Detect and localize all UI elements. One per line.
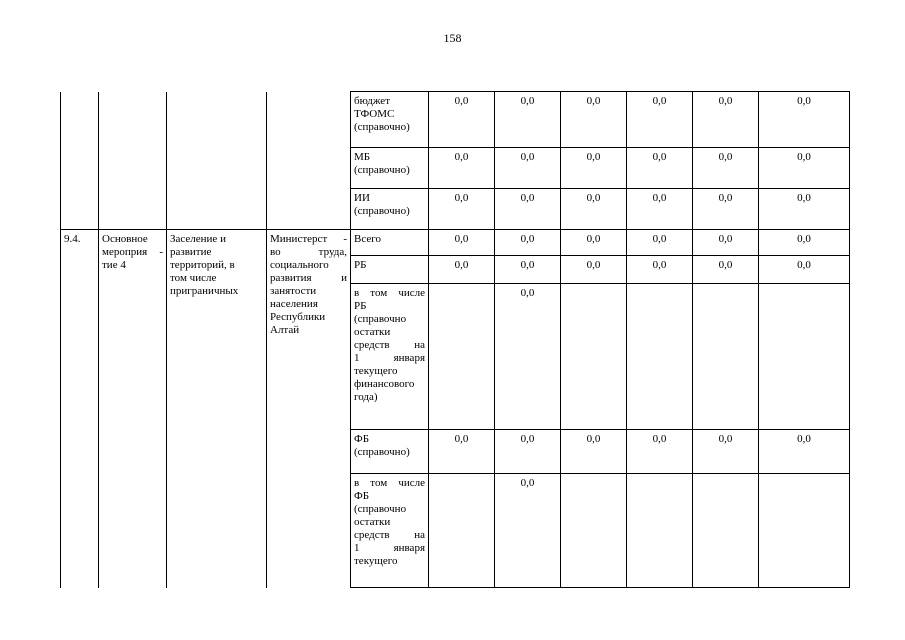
value-cell: 0,0 (429, 230, 495, 256)
funding-source-line: остатки (354, 516, 391, 528)
activity-name-line: развитие (170, 246, 212, 258)
activity-name-line: том числе (170, 272, 217, 284)
empty-cell (61, 148, 99, 189)
executor-line: занятости (270, 285, 317, 297)
funding-source-line: года) (354, 391, 378, 403)
empty-cell (267, 189, 351, 230)
value-cell: 0,0 (561, 92, 627, 148)
executor-line: Алтай (270, 324, 300, 336)
value-cell (693, 284, 759, 430)
funding-source-line: текущего (354, 555, 398, 567)
funding-source-line: ИИ (354, 192, 370, 204)
value-cell: 0,0 (495, 284, 561, 430)
executor-line: населения (270, 298, 318, 310)
value-cell: 0,0 (627, 430, 693, 474)
funding-source-line: бюджет (354, 95, 390, 107)
empty-cell (61, 189, 99, 230)
funding-source-line: (справочно (354, 503, 407, 515)
funding-source-line: (справочно (354, 313, 407, 325)
page-number: 158 (443, 31, 462, 45)
executor-line: Республики (270, 311, 326, 323)
value-cell: 0,0 (495, 189, 561, 230)
executor-line: социального (270, 259, 329, 271)
executor-line: Министерст - (270, 233, 347, 245)
empty-cell (167, 189, 267, 230)
value-cell: 0,0 (561, 148, 627, 189)
value-cell: 0,0 (561, 230, 627, 256)
value-cell: 0,0 (429, 92, 495, 148)
value-cell: 0,0 (627, 230, 693, 256)
activity-type-line: Основное (102, 233, 148, 245)
activity-type-line: мероприя - (102, 246, 163, 258)
value-cell: 0,0 (627, 92, 693, 148)
value-cell: 0,0 (429, 148, 495, 189)
funding-source-line: ФБ (354, 433, 370, 445)
value-cell: 0,0 (693, 189, 759, 230)
funding-source-line: Всего (354, 233, 381, 245)
funding-source-line: (справочно) (354, 446, 410, 458)
funding-source-line: средств на (354, 339, 425, 351)
funding-source (351, 148, 429, 189)
funding-source-line: РБ (354, 259, 367, 271)
value-cell: 0,0 (429, 256, 495, 284)
empty-cell (61, 92, 99, 148)
value-cell: 0,0 (759, 230, 850, 256)
value-cell: 0,0 (495, 230, 561, 256)
value-cell: 0,0 (495, 430, 561, 474)
value-cell (561, 284, 627, 430)
funding-source-line: ТФОМС (354, 108, 395, 120)
value-cell (759, 284, 850, 430)
value-cell: 0,0 (495, 474, 561, 588)
value-cell: 0,0 (759, 256, 850, 284)
value-cell: 0,0 (429, 189, 495, 230)
funding-source-line: остатки (354, 326, 391, 338)
funding-source-line: 1 января (354, 352, 425, 364)
funding-source-line: РБ (354, 300, 367, 312)
funding-source-line: в том числе (354, 477, 425, 489)
funding-source (351, 189, 429, 230)
row-number: 9.4. (61, 230, 99, 588)
value-cell: 0,0 (495, 256, 561, 284)
table-row (61, 230, 850, 256)
value-cell (759, 474, 850, 588)
funding-source (351, 474, 429, 588)
empty-cell (99, 92, 167, 148)
funding-source-line: 1 января (354, 542, 425, 554)
empty-cell (99, 148, 167, 189)
value-cell: 0,0 (627, 148, 693, 189)
funding-source-line: (справочно) (354, 121, 410, 133)
funding-source (351, 430, 429, 474)
value-cell: 0,0 (495, 148, 561, 189)
value-cell (693, 474, 759, 588)
funding-source-line: (справочно) (354, 205, 410, 217)
funding-source (351, 92, 429, 148)
table-row (61, 189, 850, 230)
value-cell (627, 284, 693, 430)
budget-table (60, 91, 850, 588)
value-cell: 0,0 (627, 256, 693, 284)
empty-cell (167, 148, 267, 189)
value-cell: 0,0 (561, 430, 627, 474)
value-cell (627, 474, 693, 588)
value-cell (429, 284, 495, 430)
funding-source-line: средств на (354, 529, 425, 541)
value-cell: 0,0 (561, 256, 627, 284)
funding-source-line: (справочно) (354, 164, 410, 176)
activity-type-line: тие 4 (102, 259, 126, 271)
value-cell: 0,0 (693, 92, 759, 148)
activity-type (99, 230, 167, 588)
funding-source-line: в том числе (354, 287, 425, 299)
empty-cell (267, 148, 351, 189)
executor-line: развития и (270, 272, 347, 284)
activity-name-line: территорий, в (170, 259, 235, 271)
table-row (61, 148, 850, 189)
table-row (61, 92, 850, 148)
activity-name-line: приграничных (170, 285, 239, 297)
activity-name (167, 230, 267, 588)
executor-line: во труда, (270, 246, 347, 258)
value-cell: 0,0 (759, 189, 850, 230)
funding-source (351, 284, 429, 430)
executor (267, 230, 351, 588)
funding-source-line: финансового (354, 378, 415, 390)
funding-source-line: текущего (354, 365, 398, 377)
value-cell: 0,0 (759, 92, 850, 148)
value-cell: 0,0 (627, 189, 693, 230)
value-cell: 0,0 (693, 430, 759, 474)
funding-source (351, 230, 429, 256)
value-cell: 0,0 (759, 430, 850, 474)
empty-cell (99, 189, 167, 230)
value-cell (429, 474, 495, 588)
value-cell: 0,0 (429, 430, 495, 474)
value-cell: 0,0 (693, 148, 759, 189)
value-cell: 0,0 (693, 230, 759, 256)
funding-source-line: ФБ (354, 490, 370, 502)
value-cell: 0,0 (693, 256, 759, 284)
table-body (61, 92, 850, 588)
value-cell: 0,0 (759, 148, 850, 189)
value-cell: 0,0 (495, 92, 561, 148)
activity-name-line: Заселение и (170, 233, 226, 245)
value-cell: 0,0 (561, 189, 627, 230)
funding-source-line: МБ (354, 151, 371, 163)
empty-cell (167, 92, 267, 148)
value-cell (561, 474, 627, 588)
funding-source (351, 256, 429, 284)
empty-cell (267, 92, 351, 148)
